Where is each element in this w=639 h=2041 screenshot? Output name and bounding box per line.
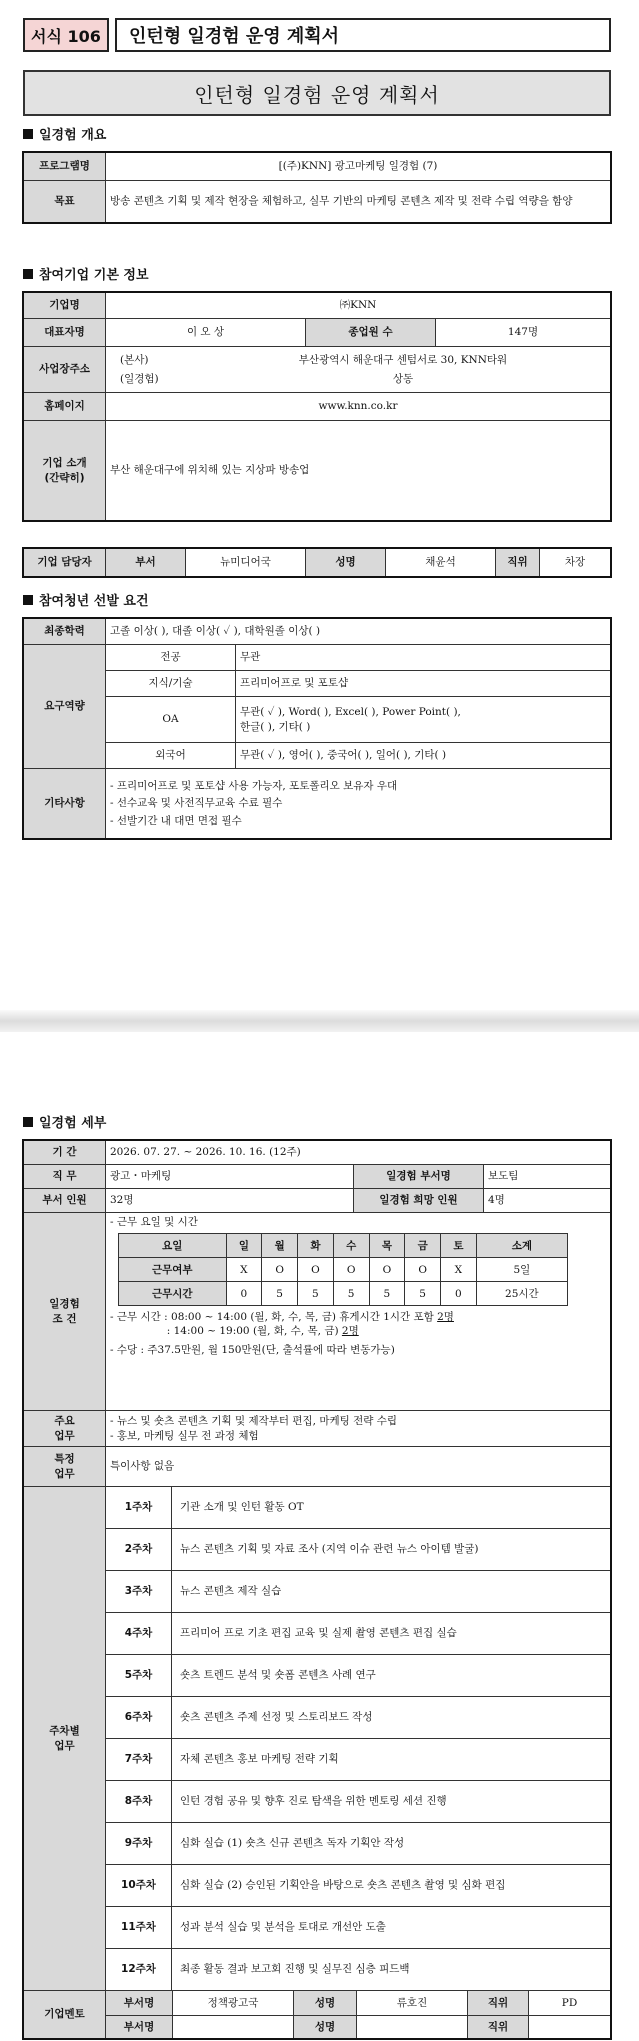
- week-number: 6주차: [106, 1697, 172, 1739]
- contact-table: [23, 548, 611, 577]
- schedule-cell: 0: [441, 1282, 477, 1306]
- mentor2-position-label: 직위: [468, 2016, 529, 2038]
- weekly-label: 주차별 업무: [24, 1487, 106, 1991]
- mentor-row: [106, 1991, 611, 2016]
- week-row: [24, 1907, 611, 1949]
- contact-position-label: 직위: [496, 549, 540, 577]
- page-2: [0, 1032, 639, 2041]
- company-name-label: 기업명: [24, 293, 106, 319]
- job-label: 직 무: [24, 1165, 106, 1189]
- education-value: 고졸 이상( ), 대졸 이상( ✓ ), 대학원졸 이상( ): [106, 619, 611, 645]
- oa-value: [236, 697, 611, 743]
- goal-value: 방송 콘텐츠 기획 및 제작 현장을 체험하고, 실무 기반의 마케팅 콘텐츠 제작 및 전략 수립 역량을 함양: [106, 181, 611, 223]
- language-label: 외국어: [106, 743, 236, 769]
- schedule-header-cell: 수: [333, 1234, 369, 1258]
- week-number: 9주차: [106, 1823, 172, 1865]
- etc-line: - 프리미어프로 및 포토샵 사용 가능자, 포토폴리오 보유자 우대: [110, 780, 398, 793]
- overview-table: [23, 152, 611, 223]
- schedule-cell: 5: [298, 1282, 334, 1306]
- contact-position-value: 차장: [540, 549, 611, 577]
- section-label: 참여청년 선발 요건: [39, 594, 149, 609]
- schedule-cell: 5일: [476, 1258, 567, 1282]
- week-task: 뉴스 콘텐츠 기획 및 자료 조사 (지역 이슈 관련 뉴스 아이템 발굴): [172, 1529, 611, 1571]
- week-task: 뉴스 콘텐츠 제작 실습: [172, 1571, 611, 1613]
- mentor2-dept-label: 부서명: [106, 2016, 173, 2038]
- schedule-cell: O: [405, 1258, 441, 1282]
- detail-dept-label: 일경험 부서명: [354, 1165, 484, 1189]
- detail-table: [23, 1140, 611, 2039]
- week-row: [24, 1571, 611, 1613]
- week-row: [24, 1949, 611, 1991]
- want-count-value: 4명: [484, 1189, 611, 1213]
- etc-line: - 선발기간 내 대면 면접 필수: [110, 814, 242, 827]
- mentor-position-label: 직위: [468, 1991, 529, 2015]
- schedule-cell: 근무시간: [119, 1282, 227, 1306]
- work-time-line: [110, 1324, 606, 1338]
- period-label: 기 간: [24, 1141, 106, 1165]
- schedule-header-cell: 토: [441, 1234, 477, 1258]
- schedule-table: [118, 1233, 568, 1306]
- program-value: [(주)KNN] 광고마케팅 일경험 (7): [106, 153, 611, 181]
- week-row: [24, 1739, 611, 1781]
- work-time-line: [110, 1310, 606, 1324]
- work-time-count: 2명: [341, 1325, 359, 1338]
- pay-line: - 수당 : 주37.5만원, 월 150만원(단, 출석률에 따라 변동가능): [110, 1343, 395, 1356]
- detail-dept-value: 보도팀: [484, 1165, 611, 1189]
- schedule-cell: 5: [405, 1282, 441, 1306]
- ceo-value: 이 오 상: [106, 319, 306, 347]
- etc-line: - 선수교육 및 사전직무교육 수료 필수: [110, 797, 283, 810]
- schedule-cell: 5: [262, 1282, 298, 1306]
- main-duty-label: 주요 업무: [24, 1411, 106, 1447]
- intro-value: 부산 해운대구에 위치해 있는 지상파 방송업: [106, 421, 611, 521]
- page-1: [0, 0, 639, 1020]
- address-hq: 부산광역시 해운대구 센텀서로 30, KNN타워: [298, 354, 508, 367]
- week-number: 12주차: [106, 1949, 172, 1991]
- square-bullet-icon: [23, 1117, 33, 1127]
- staff-label: 종업원 수: [306, 319, 436, 347]
- oa-line: 무관( ✓ ), Word( ), Excel( ), Power Point( ),: [240, 706, 461, 719]
- goal-label: 목표: [24, 181, 106, 223]
- special-duty-label: 특정 업무: [24, 1447, 106, 1487]
- homepage-label: 홈페이지: [24, 393, 106, 421]
- etc-label: 기타사항: [24, 769, 106, 839]
- week-row: [24, 1487, 611, 1529]
- week-task: 기관 소개 및 인턴 활동 OT: [172, 1487, 611, 1529]
- work-time-text: - 근무 시간 : 08:00 ~ 14:00 (월, 화, 수, 목, 금) 휴게시간 1시간 포함: [110, 1311, 438, 1324]
- form-number-badge: 서식 106: [23, 18, 109, 52]
- schedule-cell: 5: [333, 1282, 369, 1306]
- mentor-dept-value: 정책광고국: [173, 1991, 294, 2015]
- condition-label: 일경험 조 건: [24, 1213, 106, 1411]
- week-task: 심화 실습 (2) 승인된 기획안을 바탕으로 숏츠 콘텐츠 촬영 및 심화 편집: [172, 1865, 611, 1907]
- week-number: 4주차: [106, 1613, 172, 1655]
- schedule-header-cell: 요일: [119, 1234, 227, 1258]
- language-value: 무관( ✓ ), 영어( ), 중국어( ), 일어( ), 기타( ): [236, 743, 611, 769]
- schedule-cell: O: [262, 1258, 298, 1282]
- schedule-cell: 근무여부: [119, 1258, 227, 1282]
- week-task: 자체 콘텐츠 홍보 마케팅 전략 기획: [172, 1739, 611, 1781]
- schedule-cell: O: [333, 1258, 369, 1282]
- major-value: 무관: [236, 645, 611, 671]
- condition-heading: - 근무 요일 및 시간: [110, 1216, 198, 1228]
- address-label: 사업장주소: [24, 347, 106, 393]
- main-duty-value: [106, 1411, 611, 1447]
- mentor-label: 기업멘토: [24, 1991, 106, 2039]
- mentor2-name-value: [357, 2016, 468, 2038]
- form-title: 인턴형 일경험 운영 계획서: [115, 18, 611, 52]
- homepage-value: www.knn.co.kr: [106, 393, 611, 421]
- contact-dept-value: 뉴미디어국: [186, 549, 306, 577]
- competency-label: 요구역량: [24, 645, 106, 769]
- main-duty-line: - 홍보, 마케팅 실무 전 과정 체험: [110, 1429, 259, 1442]
- mentor-name-value: 류호진: [357, 1991, 468, 2015]
- week-row: [24, 1823, 611, 1865]
- week-number: 10주차: [106, 1865, 172, 1907]
- address-site: 상동: [392, 372, 414, 385]
- address-hq-tag: (본사): [120, 354, 149, 367]
- program-label: 프로그램명: [24, 153, 106, 181]
- schedule-header-cell: 월: [262, 1234, 298, 1258]
- oa-line: 한글( ), 기타( ): [240, 720, 311, 733]
- mentor-dept-label: 부서명: [106, 1991, 173, 2015]
- page-break: [0, 1010, 639, 1032]
- week-number: 2주차: [106, 1529, 172, 1571]
- form-header: [23, 14, 611, 56]
- schedule-header-cell: 소계: [476, 1234, 567, 1258]
- schedule-cell: X: [226, 1258, 262, 1282]
- want-count-label: 일경험 희망 인원: [354, 1189, 484, 1213]
- section-overview-heading: [23, 124, 106, 143]
- week-task: 숏츠 트렌드 분석 및 숏폼 콘텐츠 사례 연구: [172, 1655, 611, 1697]
- schedule-cell: 5: [369, 1282, 405, 1306]
- special-duty-value: 특이사항 없음: [106, 1447, 611, 1487]
- contact-name-value: 채윤석: [386, 549, 496, 577]
- contact-label: 기업 담당자: [24, 549, 106, 577]
- schedule-cell: 0: [226, 1282, 262, 1306]
- schedule-cell: 25시간: [476, 1282, 567, 1306]
- oa-label: OA: [106, 697, 236, 743]
- section-label: 일경험 세부: [39, 1116, 107, 1131]
- schedule-header-cell: 화: [298, 1234, 334, 1258]
- schedule-header-cell: 일: [226, 1234, 262, 1258]
- week-task: 인턴 경험 공유 및 향후 진로 탐색을 위한 멘토링 세션 진행: [172, 1781, 611, 1823]
- mentor2-name-label: 성명: [294, 2016, 357, 2038]
- mentor-name-label: 성명: [294, 1991, 357, 2015]
- section-detail-heading: [23, 1112, 106, 1131]
- square-bullet-icon: [23, 269, 33, 279]
- week-number: 5주차: [106, 1655, 172, 1697]
- major-label: 전공: [106, 645, 236, 671]
- week-number: 3주차: [106, 1571, 172, 1613]
- square-bullet-icon: [23, 129, 33, 139]
- address-value: [106, 347, 611, 393]
- mentor2-dept-value: [173, 2016, 294, 2038]
- work-time-text: : 14:00 ~ 19:00 (월, 화, 수, 목, 금): [110, 1325, 342, 1338]
- company-table: [23, 292, 611, 521]
- week-task: 숏츠 콘텐츠 주제 선정 및 스토리보드 작성: [172, 1697, 611, 1739]
- skill-value: 프리미어프로 및 포토샵: [236, 671, 611, 697]
- document-banner-title: 인턴형 일경험 운영 계획서: [23, 70, 611, 116]
- skill-label: 지식/기술: [106, 671, 236, 697]
- requirements-table: [23, 618, 611, 839]
- education-label: 최종학력: [24, 619, 106, 645]
- schedule-header-cell: 목: [369, 1234, 405, 1258]
- week-number: 11주차: [106, 1907, 172, 1949]
- week-task: 성과 분석 실습 및 분석을 토대로 개선안 도출: [172, 1907, 611, 1949]
- week-number: 7주차: [106, 1739, 172, 1781]
- section-label: 일경험 개요: [39, 128, 107, 143]
- schedule-cell: O: [298, 1258, 334, 1282]
- dept-staff-label: 부서 인원: [24, 1189, 106, 1213]
- schedule-cell: X: [441, 1258, 477, 1282]
- week-row: [24, 1655, 611, 1697]
- work-time-count: 2명: [437, 1311, 454, 1324]
- week-number: 1주차: [106, 1487, 172, 1529]
- address-site-tag: (일경험): [120, 372, 159, 385]
- period-value: 2026. 07. 27. ~ 2026. 10. 16. (12주): [106, 1141, 611, 1165]
- week-row: [24, 1865, 611, 1907]
- staff-value: 147명: [436, 319, 611, 347]
- week-row: [24, 1529, 611, 1571]
- week-task: 최종 활동 결과 보고회 진행 및 실무진 심층 피드백: [172, 1949, 611, 1991]
- intro-label: 기업 소개 (간략히): [24, 421, 106, 521]
- mentor2-position-value: [529, 2016, 610, 2038]
- company-name-value: ㈜KNN: [106, 293, 611, 319]
- dept-staff-value: 32명: [106, 1189, 354, 1213]
- condition-value: [106, 1213, 611, 1411]
- ceo-label: 대표자명: [24, 319, 106, 347]
- contact-dept-label: 부서: [106, 549, 186, 577]
- main-duty-line: - 뉴스 및 숏츠 콘텐츠 기획 및 제작부터 편집, 마케팅 전략 수립: [110, 1415, 398, 1428]
- week-task: 심화 실습 (1) 숏츠 신규 콘텐츠 독자 기획안 작성: [172, 1823, 611, 1865]
- week-row: [24, 1697, 611, 1739]
- week-row: [24, 1613, 611, 1655]
- section-company-heading: [23, 264, 149, 283]
- mentor-position-value: PD: [561, 1996, 578, 2009]
- job-value: 광고・마케팅: [106, 1165, 354, 1189]
- schedule-cell: O: [369, 1258, 405, 1282]
- week-task: 프리미어 프로 기초 편집 교육 및 실제 촬영 콘텐츠 편집 실습: [172, 1613, 611, 1655]
- week-row: [24, 1781, 611, 1823]
- week-number: 8주차: [106, 1781, 172, 1823]
- mentor-row: [106, 2016, 611, 2039]
- schedule-header-cell: 금: [405, 1234, 441, 1258]
- etc-value: [106, 769, 611, 839]
- section-label: 참여기업 기본 정보: [39, 268, 149, 283]
- contact-name-label: 성명: [306, 549, 386, 577]
- section-requirements-heading: [23, 590, 149, 609]
- square-bullet-icon: [23, 595, 33, 605]
